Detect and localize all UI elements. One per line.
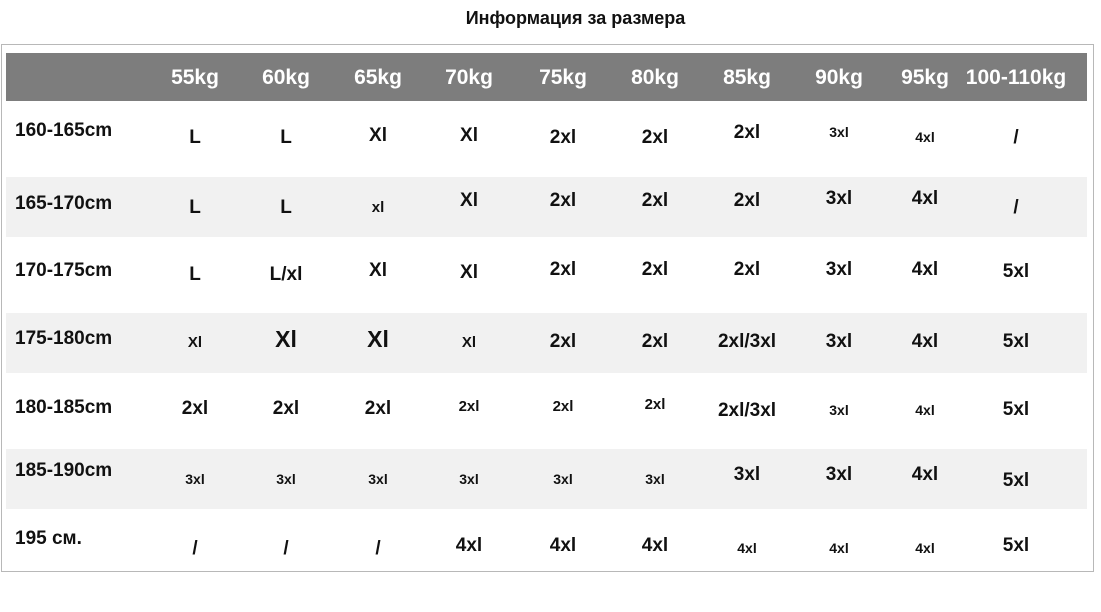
size-cell: 3xl	[829, 124, 849, 140]
row-label: 170-175cm	[15, 260, 113, 281]
size-cell: L	[280, 127, 292, 148]
size-cell: 2xl	[549, 259, 577, 280]
size-cell: 4xl	[911, 188, 939, 209]
size-cell: 4xl	[915, 540, 935, 556]
column-header: 75kg	[539, 66, 587, 89]
size-cell: 3xl	[825, 188, 853, 209]
column-header: 60kg	[262, 66, 310, 89]
size-cell: /	[1013, 127, 1019, 148]
size-cell: 5xl	[1002, 331, 1030, 352]
table-row	[6, 243, 1087, 303]
size-cell: Xl	[367, 326, 389, 352]
size-cell: 4xl	[641, 535, 669, 556]
size-cell: Xl	[187, 334, 203, 351]
size-cell: 3xl	[553, 471, 573, 487]
size-cell: xl	[371, 199, 385, 216]
size-cell: L	[189, 197, 201, 218]
size-cell: 2xl	[733, 190, 761, 211]
size-cell: /	[283, 538, 289, 559]
size-cell: Xl	[460, 262, 478, 283]
row-label: 195 см.	[15, 528, 82, 549]
column-header: 55kg	[171, 66, 219, 89]
row-label: 180-185cm	[15, 397, 113, 418]
size-cell: 3xl	[459, 471, 479, 487]
size-cell: 2xl/3xl	[717, 331, 777, 352]
size-cell: 5xl	[1002, 399, 1030, 420]
size-cell: 3xl	[825, 259, 853, 280]
size-cell: /	[375, 538, 381, 559]
size-cell: 4xl	[915, 129, 935, 145]
size-cell: /	[192, 538, 198, 559]
size-cell: 4xl	[911, 259, 939, 280]
column-header: 95kg	[901, 66, 949, 89]
size-cell: 2xl	[549, 127, 577, 148]
column-header: 80kg	[631, 66, 679, 89]
column-header: 100-110kg	[965, 66, 1067, 89]
size-cell: Xl	[369, 125, 387, 146]
size-cell: 2xl/3xl	[717, 400, 777, 421]
table-row	[6, 514, 1087, 574]
size-cell: 2xl	[733, 122, 761, 143]
table-row	[6, 313, 1087, 373]
size-cell: Xl	[275, 326, 297, 352]
size-cell: 2xl	[641, 127, 669, 148]
size-cell: 4xl	[911, 464, 939, 485]
size-cell: 2xl	[272, 398, 300, 419]
table-row	[6, 379, 1087, 439]
size-cell: 4xl	[915, 402, 935, 418]
size-cell: 2xl	[181, 398, 209, 419]
row-label: 165-170cm	[15, 193, 113, 214]
size-cell: 4xl	[911, 331, 939, 352]
size-cell: 4xl	[549, 535, 577, 556]
size-cell: 3xl	[829, 402, 849, 418]
size-cell: Xl	[369, 260, 387, 281]
size-cell: 5xl	[1002, 535, 1030, 556]
size-cell: Xl	[460, 125, 478, 146]
table-header	[6, 53, 1087, 101]
table-row	[6, 107, 1087, 167]
size-cell: 3xl	[825, 464, 853, 485]
size-cell: Xl	[460, 190, 478, 211]
size-cell: 3xl	[825, 331, 853, 352]
size-cell: /	[1013, 197, 1019, 218]
table-row	[6, 177, 1087, 237]
size-cell: 3xl	[185, 471, 205, 487]
row-label: 175-180cm	[15, 328, 113, 349]
size-cell: 2xl	[644, 396, 666, 413]
size-cell: 3xl	[368, 471, 388, 487]
size-cell: 2xl	[458, 398, 480, 415]
size-cell: L	[189, 127, 201, 148]
size-cell: 4xl	[829, 540, 849, 556]
size-cell: L/xl	[269, 264, 303, 285]
chart-title: Информация за размера	[465, 8, 686, 28]
size-cell: 2xl	[364, 398, 392, 419]
size-cell: 2xl	[549, 190, 577, 211]
size-cell: 3xl	[733, 464, 761, 485]
size-cell: L	[280, 197, 292, 218]
size-cell: 2xl	[641, 331, 669, 352]
column-header: 85kg	[723, 66, 771, 89]
row-label: 185-190cm	[15, 460, 113, 481]
size-cell: 3xl	[276, 471, 296, 487]
size-cell: 2xl	[733, 259, 761, 280]
size-cell: L	[189, 264, 201, 285]
size-cell: 3xl	[645, 471, 665, 487]
size-cell: 2xl	[641, 190, 669, 211]
size-cell: 4xl	[455, 535, 483, 556]
column-header: 70kg	[445, 66, 493, 89]
size-cell: 5xl	[1002, 470, 1030, 491]
size-cell: 2xl	[641, 259, 669, 280]
size-cell: 2xl	[552, 398, 574, 415]
size-cell: 2xl	[549, 331, 577, 352]
size-cell: 5xl	[1002, 261, 1030, 282]
table-row	[6, 449, 1087, 509]
row-label: 160-165cm	[15, 120, 113, 141]
column-header: 65kg	[354, 66, 402, 89]
size-cell: Xl	[461, 334, 477, 351]
size-cell: 4xl	[737, 540, 757, 556]
column-header: 90kg	[815, 66, 863, 89]
